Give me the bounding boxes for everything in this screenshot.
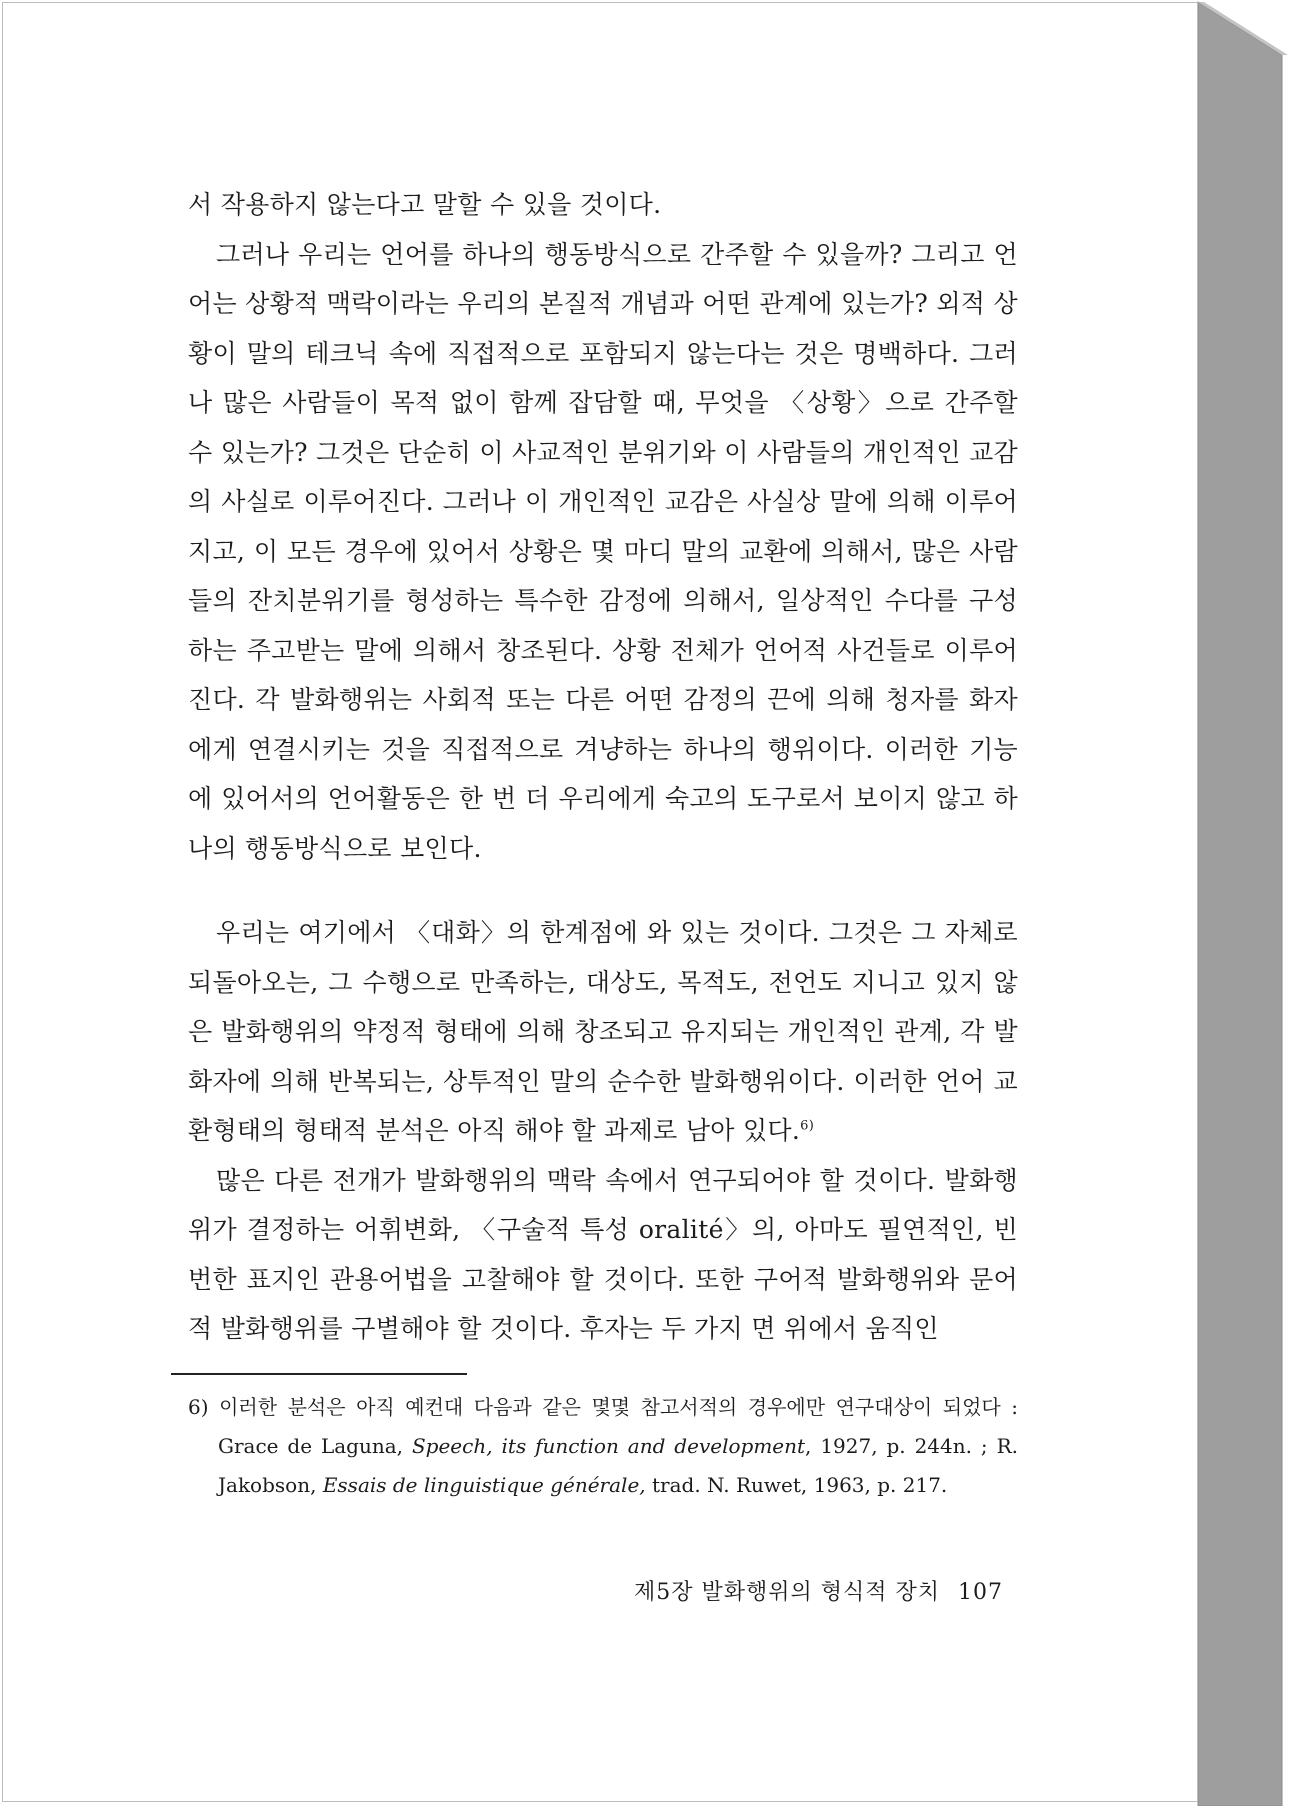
footnote-ref1-author: Grace de Laguna, [218,1434,412,1458]
page-number: 107 [958,1580,1003,1605]
chapter-title: 제5장 발화행위의 형식적 장치 [633,1580,940,1605]
paragraph-dialogue-limit [188,908,1018,1156]
footnote-reference: 6) [800,1118,815,1134]
running-footer [583,1575,1003,1606]
book-page [2,2,1198,1802]
paragraph-dialogue-limit-text: 우리는 여기에서 〈대화〉의 한계점에 와 있는 것이다. 그것은 그 자체로 되돌아오는, 그 수행으로 만족하는, 대상도, 목적도, 전언도 지니고 있지 않은 발화행위의 약정적 형태에 의해 창조되고 유지되는 개인적인 관계, 각 발화자에 의해 반복되는, 상투적인 말의 순수한 발화행위이다. 이러한 언어 교환형태의 형태적 분석은 아직 해야 할 과제로 남아 있다. [188,918,1018,1145]
footnote-divider [171,1373,467,1375]
footnote-ref1-details: , 1927, p. 244n. ; [805,1434,997,1458]
footnote-ref2-author: R. Jakobson, [218,1434,1019,1497]
footnote [188,1388,1018,1505]
paragraph-continuation: 서 작용하지 않는다고 말할 수 있을 것이다. [188,190,662,219]
upper-text-block [188,180,1018,873]
footnote-ref1-title: Speech, its function and development [411,1434,806,1458]
footnote-number: 6) [188,1395,209,1419]
lower-text-block [188,908,1018,1354]
footnote-ref2-title: Essais de linguistique générale, [322,1473,646,1497]
paragraph-language-as-action: 그러나 우리는 언어를 하나의 행동방식으로 간주할 수 있을까? 그리고 언어는 상황적 맥락이라는 우리의 본질적 개념과 어떤 관계에 있는가? 외적 상황이 말의 테크닉 속에 직접적으로 포함되지 않는다는 것은 명백하다. 그러나 많은 사람들이 목적 없이 함께 잡담할 때, 무엇을 〈상황〉으로 간주할 수 있는가? 그것은 단순히 이 사교적인 분위기와 이 사람들의 개인적인 교감의 사실로 이루어진다. 그러나 이 개인적인 교감은 사실상 말에 의해 이루어지고, 이 모든 경우에 있어서 상황은 몇 마디 말의 교환에 의해서, 많은 사람들의 잔치분위기를 형성하는 특수한 감정에 의해서, 일상적인 수다를 구성하는 주고받는 말에 의해서 창조된다. 상황 전체가 언어적 사건들로 이루어진다. 각 발화행위는 사회적 또는 다른 어떤 감정의 끈에 의해 청자를 화자에게 연결시키는 것을 직접적으로 겨냥하는 하나의 행위이다. 이러한 기능에 있어서의 언어활동은 한 번 더 우리에게 숙고의 도구로서 보이지 않고 하나의 행동방식으로 보인다. [188,239,1018,863]
footnote-ref2-details: trad. N. Ruwet, 1963, p. 217. [645,1473,948,1497]
footnote-korean-text: 이러한 분석은 아직 예컨대 다음과 같은 몇몇 참고서적의 경우에만 연구대상이 되었다 : [219,1395,1018,1419]
paragraph-further-developments: 많은 다른 전개가 발화행위의 맥락 속에서 연구되어야 할 것이다. 발화행위가 결정하는 어휘변화, 〈구술적 특성 oralité〉의, 아마도 필연적인, 빈번한 표지인 관용어법을 고찰해야 할 것이다. 또한 구어적 발화행위와 문어적 발화행위를 구별해야 할 것이다. 후자는 두 가지 면 위에서 움직인 [188,1165,1018,1343]
